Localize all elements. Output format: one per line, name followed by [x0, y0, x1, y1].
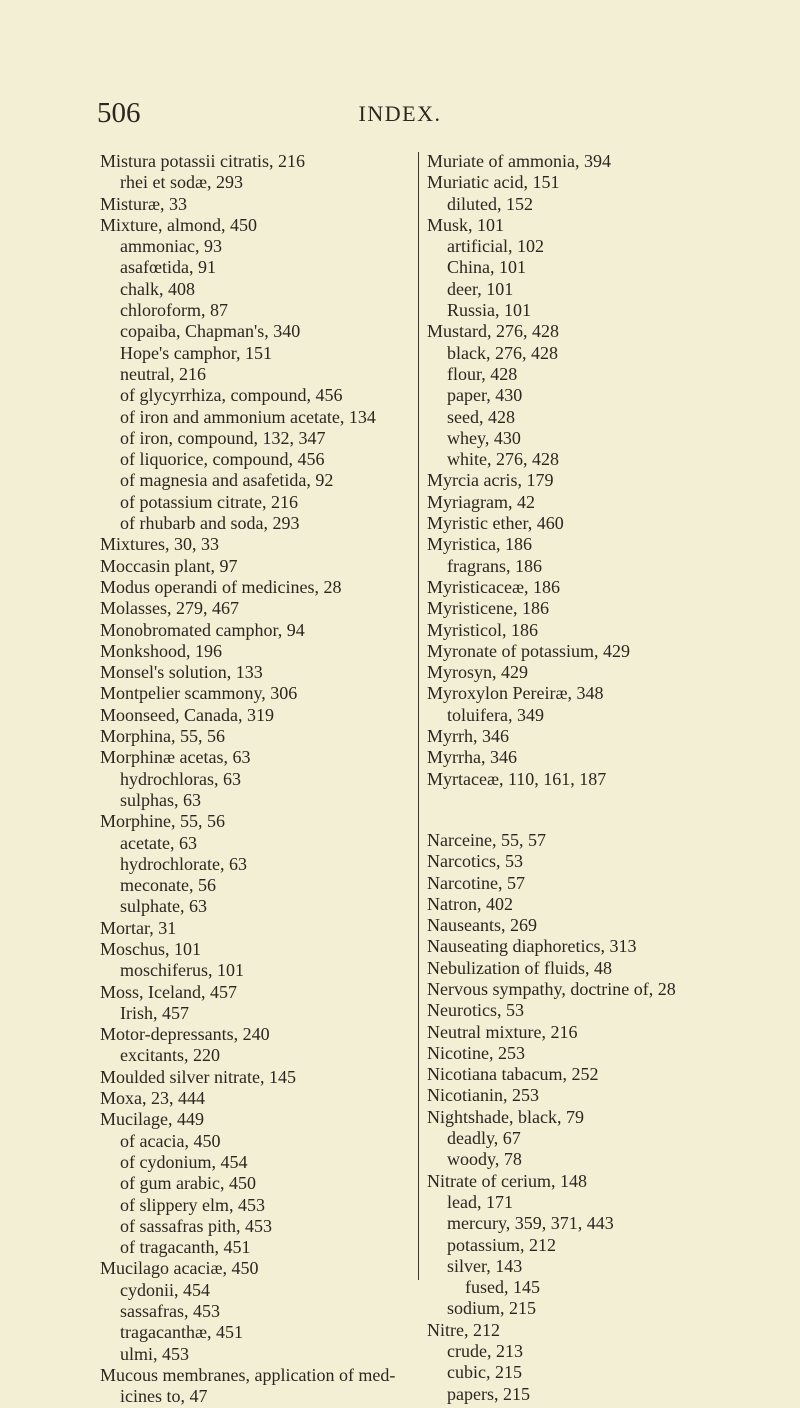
index-entry: Mucilago acaciæ, 450 — [100, 1258, 259, 1279]
index-entry: Molasses, 279, 467 — [100, 598, 239, 619]
index-column-left — [100, 151, 418, 1408]
index-subentry: ulmi, 453 — [120, 1343, 190, 1364]
index-subentry: deer, 101 — [447, 278, 514, 299]
index-entry: Mixture, almond, 450 — [100, 214, 257, 235]
index-entry: Neurotics, 53 — [427, 1000, 524, 1021]
index-entry: Mustard, 276, 428 — [427, 321, 559, 342]
index-subentry: moschiferus, 101 — [120, 960, 244, 981]
index-entry: Moxa, 23, 444 — [100, 1088, 205, 1109]
index-entry: Myristic ether, 460 — [427, 513, 564, 534]
index-entry: Moulded silver nitrate, 145 — [100, 1066, 296, 1087]
index-entry: Modus operandi of medicines, 28 — [100, 576, 342, 597]
index-entry: Nervous sympathy, doctrine of, 28 — [427, 978, 676, 999]
index-entry: Myristicaceæ, 186 — [427, 576, 560, 597]
index-subentry: black, 276, 428 — [447, 342, 558, 363]
index-subentry: deadly, 67 — [447, 1128, 521, 1149]
index-subentry: cubic, 215 — [447, 1362, 522, 1383]
index-subentry: tragacanthæ, 451 — [120, 1322, 243, 1343]
index-subentry: artificial, 102 — [447, 236, 544, 257]
index-entry: Montpelier scammony, 306 — [100, 683, 298, 704]
index-entry: Myrcia acris, 179 — [427, 470, 554, 491]
index-entry: Mucous membranes, application of med- icines to, 47 — [100, 1364, 396, 1407]
index-subentry: of iron and ammonium acetate, 134 — [120, 406, 376, 427]
index-subentry: mercury, 359, 371, 443 — [447, 1213, 614, 1234]
index-subentry: neutral, 216 — [120, 363, 206, 384]
index-subentry: of acacia, 450 — [120, 1130, 221, 1151]
running-head: INDEX. — [358, 101, 442, 126]
index-entry: Motor-depressants, 240 — [100, 1024, 270, 1045]
index-subentry: China, 101 — [447, 257, 526, 278]
index-subentry: of sassafras pith, 453 — [120, 1215, 272, 1236]
index-subentry: sassafras, 453 — [120, 1301, 220, 1322]
index-subentry: of slippery elm, 453 — [120, 1194, 265, 1215]
index-subentry: sulphate, 63 — [120, 896, 207, 917]
index-subentry: hydrochloras, 63 — [120, 768, 241, 789]
index-subentry: of gum arabic, 450 — [120, 1173, 256, 1194]
index-entry: Natron, 402 — [427, 893, 513, 914]
index-subentry: toluifera, 349 — [447, 704, 544, 725]
index-entry: Narceine, 55, 57 — [427, 829, 546, 850]
page-number: 506 — [97, 97, 141, 129]
index-entry: Mixtures, 30, 33 — [100, 534, 219, 555]
index-subentry: acetate, 63 — [120, 832, 197, 853]
index-subentry: silver, 143 — [447, 1255, 523, 1276]
index-entry: Nicotiana tabacum, 252 — [427, 1064, 599, 1085]
index-entry: Moonseed, Canada, 319 — [100, 704, 274, 725]
index-subentry: fused, 145 — [465, 1277, 540, 1298]
index-subentry: excitants, 220 — [120, 1045, 220, 1066]
index-entry: Morphina, 55, 56 — [100, 726, 225, 747]
index-subentry: Hope's camphor, 151 — [120, 342, 272, 363]
index-entry: Moschus, 101 — [100, 938, 202, 959]
index-entry: Nauseants, 269 — [427, 915, 537, 936]
index-subentry: of magnesia and asafetida, 92 — [120, 470, 334, 491]
index-subentry: seed, 428 — [447, 406, 515, 427]
index-entry: Nauseating diaphoretics, 313 — [427, 936, 637, 957]
index-entry: Monsel's solution, 133 — [100, 662, 263, 683]
index-entry: Nightshade, black, 79 — [427, 1106, 584, 1127]
index-entry: Myronate of potassium, 429 — [427, 640, 630, 661]
index-entry: Morphine, 55, 56 — [100, 811, 225, 832]
index-subentry: of rhubarb and soda, 293 — [120, 513, 300, 534]
index-subentry: of glycyrrhiza, compound, 456 — [120, 385, 343, 406]
index-entry: Myroxylon Pereiræ, 348 — [427, 683, 604, 704]
index-entry: Nitre, 212 — [427, 1319, 500, 1340]
index-entry: Nicotianin, 253 — [427, 1085, 539, 1106]
index-subentry: of cydonium, 454 — [120, 1151, 248, 1172]
index-subentry: of potassium citrate, 216 — [120, 491, 298, 512]
index-subentry: Irish, 457 — [120, 1002, 189, 1023]
index-subentry: asafœtida, 91 — [120, 257, 216, 278]
index-entry: Myrtaceæ, 110, 161, 187 — [427, 768, 607, 789]
index-subentry: papers, 215 — [447, 1383, 530, 1404]
index-entry: Myristicene, 186 — [427, 598, 549, 619]
index-subentry: white, 276, 428 — [447, 449, 559, 470]
index-subentry: of iron, compound, 132, 347 — [120, 427, 326, 448]
index-subentry: sulphas, 63 — [120, 789, 201, 810]
index-subentry: lead, 171 — [447, 1191, 513, 1212]
index-subentry: cydonii, 454 — [120, 1279, 210, 1300]
index-subentry: copaiba, Chapman's, 340 — [120, 321, 301, 342]
index-entry: Nitrate of cerium, 148 — [427, 1170, 587, 1191]
index-entry: Myristica, 186 — [427, 534, 532, 555]
index-subentry: potassium, 212 — [447, 1234, 557, 1255]
index-entry: Monobromated camphor, 94 — [100, 619, 305, 640]
index-entry: Musk, 101 — [427, 214, 505, 235]
index-entry: Monkshood, 196 — [100, 640, 223, 661]
index-subentry: of liquorice, compound, 456 — [120, 449, 325, 470]
index-subentry: crude, 213 — [447, 1341, 523, 1362]
index-subentry: sodium, 215 — [447, 1298, 537, 1319]
index-entry: Narcotics, 53 — [427, 851, 523, 872]
index-entry: Nebulization of fluids, 48 — [427, 957, 612, 978]
index-subentry: chalk, 408 — [120, 278, 195, 299]
index-subentry: ammoniac, 93 — [120, 236, 222, 257]
index-entry: Mortar, 31 — [100, 917, 177, 938]
index-entry: Narcotine, 57 — [427, 872, 525, 893]
index-subentry: of tragacanth, 451 — [120, 1237, 251, 1258]
index-subentry: Russia, 101 — [447, 300, 532, 321]
index-entry: Mucilage, 449 — [100, 1109, 204, 1130]
index-entry: Myrosyn, 429 — [427, 662, 529, 683]
index-subentry: chloroform, 87 — [120, 300, 228, 321]
index-subentry: whey, 430 — [447, 427, 521, 448]
index-subentry: meconate, 56 — [120, 875, 216, 896]
index-entry: Muriate of ammonia, 394 — [427, 151, 611, 171]
index-subentry: flour, 428 — [447, 363, 518, 384]
column-divider — [418, 152, 419, 1280]
index-subentry: rhei et sodæ, 293 — [120, 172, 243, 193]
index-entry: Myrrha, 346 — [427, 747, 517, 768]
index-subentry: fragrans, 186 — [447, 555, 542, 576]
index-entry: Muriatic acid, 151 — [427, 172, 560, 193]
index-entry: Myriagram, 42 — [427, 491, 535, 512]
index-entry: Neutral mixture, 216 — [427, 1021, 578, 1042]
index-entry: Nicotine, 253 — [427, 1042, 525, 1063]
index-entry: Moss, Iceland, 457 — [100, 981, 237, 1002]
index-subentry: diluted, 152 — [447, 193, 533, 214]
index-entry: Mistura potassii citratis, 216 — [100, 151, 305, 171]
index-column-right — [427, 151, 757, 1405]
index-entry: Morphinæ acetas, 63 — [100, 747, 251, 768]
index-subentry: paper, 430 — [447, 385, 523, 406]
index-subentry: woody, 78 — [447, 1149, 522, 1170]
index-entry: Moccasin plant, 97 — [100, 555, 238, 576]
index-entry: Misturæ, 33 — [100, 193, 188, 214]
index-entry: Myristicol, 186 — [427, 619, 538, 640]
letter-section-gap — [427, 790, 757, 830]
index-subentry: hydrochlorate, 63 — [120, 853, 247, 874]
index-entry: Myrrh, 346 — [427, 726, 509, 747]
